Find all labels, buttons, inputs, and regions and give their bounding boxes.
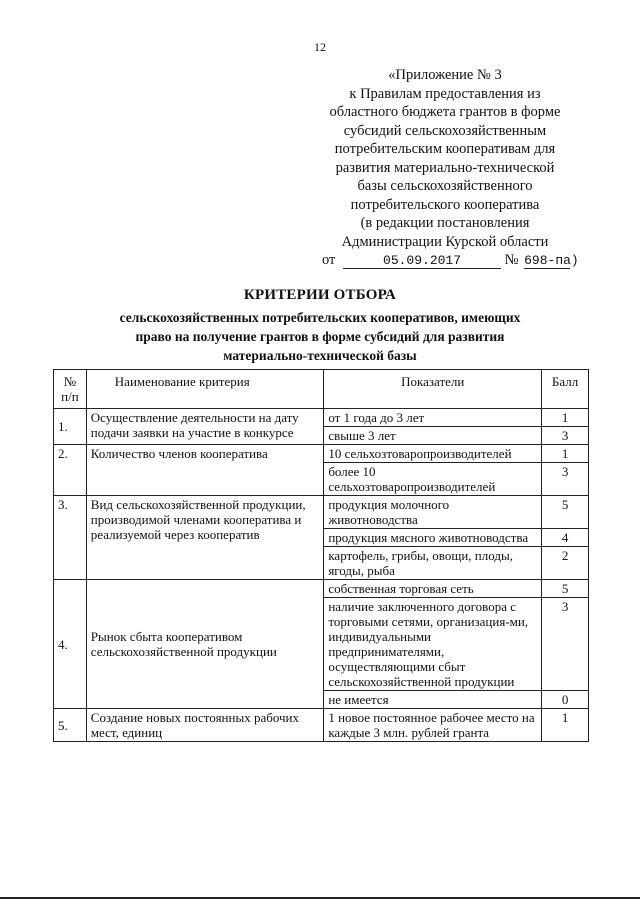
subtitle-line: сельскохозяйственных потребительских кооперативов, имеющих — [119, 310, 521, 325]
score: 2 — [542, 547, 589, 580]
score: 5 — [542, 580, 589, 598]
page-subtitle — [80, 308, 560, 365]
row-number: 4. — [54, 580, 87, 709]
indicator: продукция молочного животноводства — [324, 496, 542, 529]
indicator: продукция мясного животноводства — [324, 529, 542, 547]
indicator: 10 сельхозтоваропроизводителей — [324, 445, 542, 463]
row-number: 5. — [54, 709, 87, 742]
score: 4 — [542, 529, 589, 547]
criterion-name: Вид сельскохозяйственной продукции, производимой членами кооператива и реализуемой через кооператив — [86, 496, 324, 580]
score: 1 — [542, 409, 589, 427]
subtitle-line: право на получение грантов в форме субсидий для развития — [135, 329, 505, 344]
table-row — [54, 409, 589, 427]
criterion-name: Осуществление деятельности на дату подачи заявки на участие в конкурсе — [86, 409, 324, 445]
indicator: свыше 3 лет — [324, 427, 542, 445]
appendix-line: потребительским кооперативам для — [334, 141, 556, 157]
table-row — [54, 580, 589, 598]
appendix-line: базы сельскохозяйственного — [357, 178, 533, 194]
page-title: КРИТЕРИИ ОТБОРА — [243, 287, 397, 303]
appendix-block — [300, 66, 590, 270]
row-number: 2. — [54, 445, 87, 496]
indicator: наличие заключенного договора с торговыми сетями, организация-ми, индивидуальными предпринимателями, осуществляющими сбыт сельскохозяйственной продукции — [324, 598, 542, 691]
indicator: 1 новое постоянное рабочее место на каждые 3 млн. рублей гранта — [324, 709, 542, 742]
score: 1 — [542, 445, 589, 463]
criterion-name: Рынок сбыта кооперативом сельскохозяйственной продукции — [86, 580, 324, 709]
indicator: собственная торговая сеть — [324, 580, 542, 598]
appendix-line: потребительского кооператива — [350, 196, 540, 213]
appendix-line: развития материально-технической — [335, 159, 555, 176]
criteria-table — [53, 369, 589, 742]
score: 3 — [542, 598, 589, 691]
number-label: № — [504, 252, 519, 268]
table-row — [54, 709, 589, 742]
row-number: 1. — [54, 409, 87, 445]
appendix-line: «Приложение № 3 — [388, 67, 502, 83]
indicator: от 1 года до 3 лет — [324, 409, 542, 427]
subtitle-line: материально-технической базы — [223, 348, 417, 363]
page-number: 12 — [314, 40, 326, 54]
resolution-date: 05.09.2017 — [343, 253, 501, 269]
criterion-name: Количество членов кооператива — [86, 445, 324, 496]
header-indicators: Показатели — [324, 370, 542, 409]
table-header-row — [54, 370, 589, 409]
appendix-line: к Правилам предоставления из — [349, 85, 541, 102]
from-label: от — [322, 252, 336, 268]
score: 3 — [542, 463, 589, 496]
score: 3 — [542, 427, 589, 445]
score: 1 — [542, 709, 589, 742]
table-row — [54, 496, 589, 529]
appendix-line: Администрации Курской области — [341, 233, 549, 250]
header-score: Балл — [542, 370, 589, 409]
indicator: не имеется — [324, 691, 542, 709]
table-row — [54, 445, 589, 463]
indicator: более 10 сельхозтоваропроизводителей — [324, 463, 542, 496]
score: 5 — [542, 496, 589, 529]
resolution-number: 698-па) — [524, 253, 579, 268]
resolution-reference — [300, 251, 590, 270]
row-number: 3. — [54, 496, 87, 580]
header-number: № п/п — [54, 370, 87, 409]
score: 0 — [542, 691, 589, 709]
header-criterion: Наименование критерия — [86, 370, 324, 409]
criterion-name: Создание новых постоянных рабочих мест, единиц — [86, 709, 324, 742]
appendix-line: субсидий сельскохозяйственным — [343, 122, 547, 139]
bottom-rule — [0, 897, 640, 899]
indicator: картофель, грибы, овощи, плоды, ягоды, рыба — [324, 547, 542, 580]
appendix-line: (в редакции постановления — [360, 215, 530, 231]
appendix-line: областного бюджета грантов в форме — [329, 104, 561, 120]
